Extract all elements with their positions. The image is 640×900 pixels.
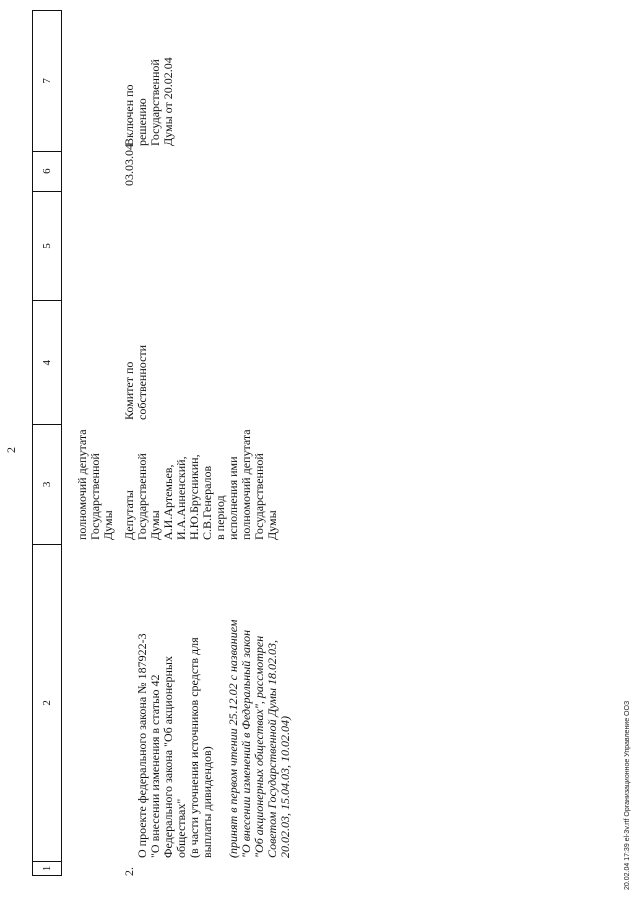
row-number: 2. [122,867,136,876]
column-header-5: 5 [33,191,61,301]
bill-authors: Депутаты Государственной Думы А.И.Артемьев, И.А.Анненский, Н.Ю.Брусникин, С.В.Генералов в период исполнения ими полномочий депутата Государственной Думы [122,429,279,540]
footer-stamp: 20.02.04 17:39 el-3v.rtf Организационное Управление ООЗ [624,700,631,890]
column-header-3: 3 [33,424,61,544]
column-header-1: 1 [33,861,61,875]
column-header-7: 7 [41,78,53,84]
date-value: 03.03.04 [122,144,136,186]
table-header [32,10,62,876]
bill-description [123,544,305,862]
column-5-value [123,190,305,300]
table-body [76,10,305,876]
bill-title: О проекте федерального закона № 187922-3 "О внесении изменения в статью 42 Федерального закона "Об акционерных обществах" (в части уточнения источников средств для выплаты дивидендов) [135,633,214,858]
table-row-continuation [76,10,115,544]
status-note: Включен по решению Государственной Думы от 20.02.04 [122,57,175,146]
responsible-committee: Комитет по собственности [122,344,149,420]
column-header-6: 6 [33,151,61,191]
page-number: 2 [4,447,18,453]
table-row [123,10,305,876]
column-header-2: 2 [33,544,61,861]
continuation-authors: полномочий депутата Государственной Думы [75,429,115,540]
column-header-4: 4 [33,300,61,424]
bill-note: (принят в первом чтении 25.12.02 с названием "О внесении изменений в Федеральный закон "Об акционерных обществах", рассмотрен Советом Государственной Думы 18.02.03, 20.02.03, 15.04.03, 10.02.04) [226,619,292,858]
